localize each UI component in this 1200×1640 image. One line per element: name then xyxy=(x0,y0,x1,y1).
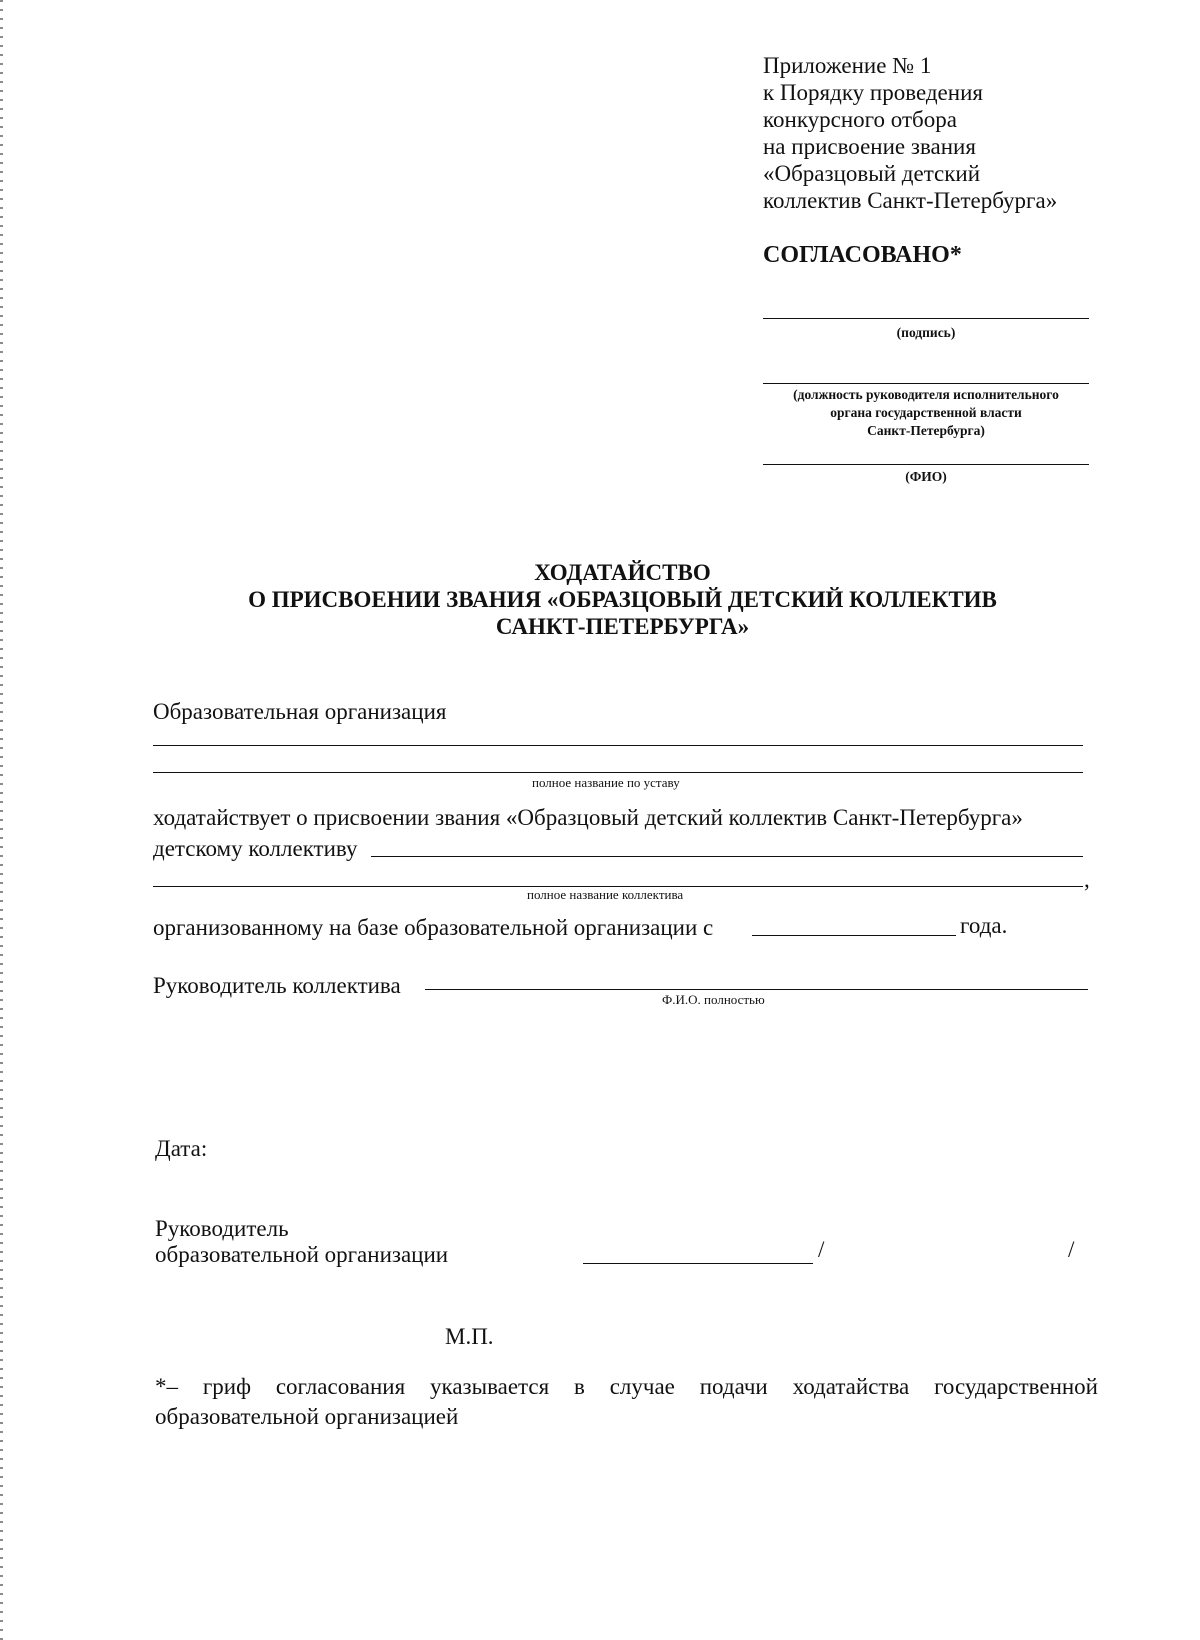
position-caption-line: органа государственной власти xyxy=(830,405,1022,420)
name-caption: (ФИО) xyxy=(905,469,947,484)
name-line[interactable] xyxy=(763,464,1089,465)
collective-line-1[interactable] xyxy=(371,856,1083,857)
organized-text: организованному на базе образовательной организации с xyxy=(153,915,714,940)
position-caption-line: (должность руководителя исполнительного xyxy=(793,387,1059,402)
footnote-line-1: *– гриф согласования указывается в случае подачи ходатайства государственной xyxy=(155,1374,1098,1399)
signature-line[interactable] xyxy=(763,318,1089,319)
footnote-line-2: образовательной организацией xyxy=(155,1404,459,1429)
signature-slash-1: / xyxy=(818,1237,825,1262)
org-label: Образовательная организация xyxy=(153,699,447,724)
appendix-block xyxy=(763,52,1057,214)
org-caption: полное название по уставу xyxy=(532,775,680,790)
position-caption xyxy=(763,386,1089,440)
appendix-line: «Образцовый детский xyxy=(763,161,981,186)
approval-heading: СОГЛАСОВАНО* xyxy=(763,242,962,268)
stamp-label: М.П. xyxy=(445,1324,494,1349)
appendix-line: Приложение № 1 xyxy=(763,53,932,78)
year-line[interactable] xyxy=(752,935,956,936)
org-line-1[interactable] xyxy=(153,745,1083,746)
leader-caption: Ф.И.О. полностью xyxy=(662,992,765,1007)
doc-title-3: САНКТ-ПЕТЕРБУРГА» xyxy=(495,614,750,639)
position-caption-line: Санкт-Петербурга) xyxy=(867,423,985,438)
signature-caption: (подпись) xyxy=(896,325,956,340)
head-label-1: Руководитель xyxy=(155,1216,289,1241)
leader-line[interactable] xyxy=(425,989,1088,990)
appendix-line: на присвоение звания xyxy=(763,134,976,159)
org-line-2[interactable] xyxy=(153,772,1083,773)
head-signature-line[interactable] xyxy=(583,1263,813,1264)
appendix-line: конкурсного отбора xyxy=(763,107,957,132)
year-suffix: года. xyxy=(960,913,1008,938)
date-label: Дата: xyxy=(155,1136,208,1161)
position-line[interactable] xyxy=(763,383,1089,384)
collective-label: детскому коллективу xyxy=(153,836,358,861)
petition-text: ходатайствует о присвоении звания «Образцовый детский коллектив Санкт-Петербурга» xyxy=(153,805,1023,830)
collective-caption: полное название коллектива xyxy=(527,887,684,902)
appendix-line: коллектив Санкт-Петербурга» xyxy=(763,188,1058,213)
scan-left-edge xyxy=(0,0,3,1640)
collective-comma: , xyxy=(1084,867,1090,892)
signature-slash-2: / xyxy=(1068,1237,1075,1262)
doc-title-1: ХОДАТАЙСТВО xyxy=(534,560,711,585)
head-label-2: образовательной организации xyxy=(155,1242,449,1267)
doc-title-2: О ПРИСВОЕНИИ ЗВАНИЯ «ОБРАЗЦОВЫЙ ДЕТСКИЙ КОЛЛЕКТИВ xyxy=(248,587,997,612)
appendix-line: к Порядку проведения xyxy=(763,80,983,105)
leader-label: Руководитель коллектива xyxy=(153,973,401,998)
